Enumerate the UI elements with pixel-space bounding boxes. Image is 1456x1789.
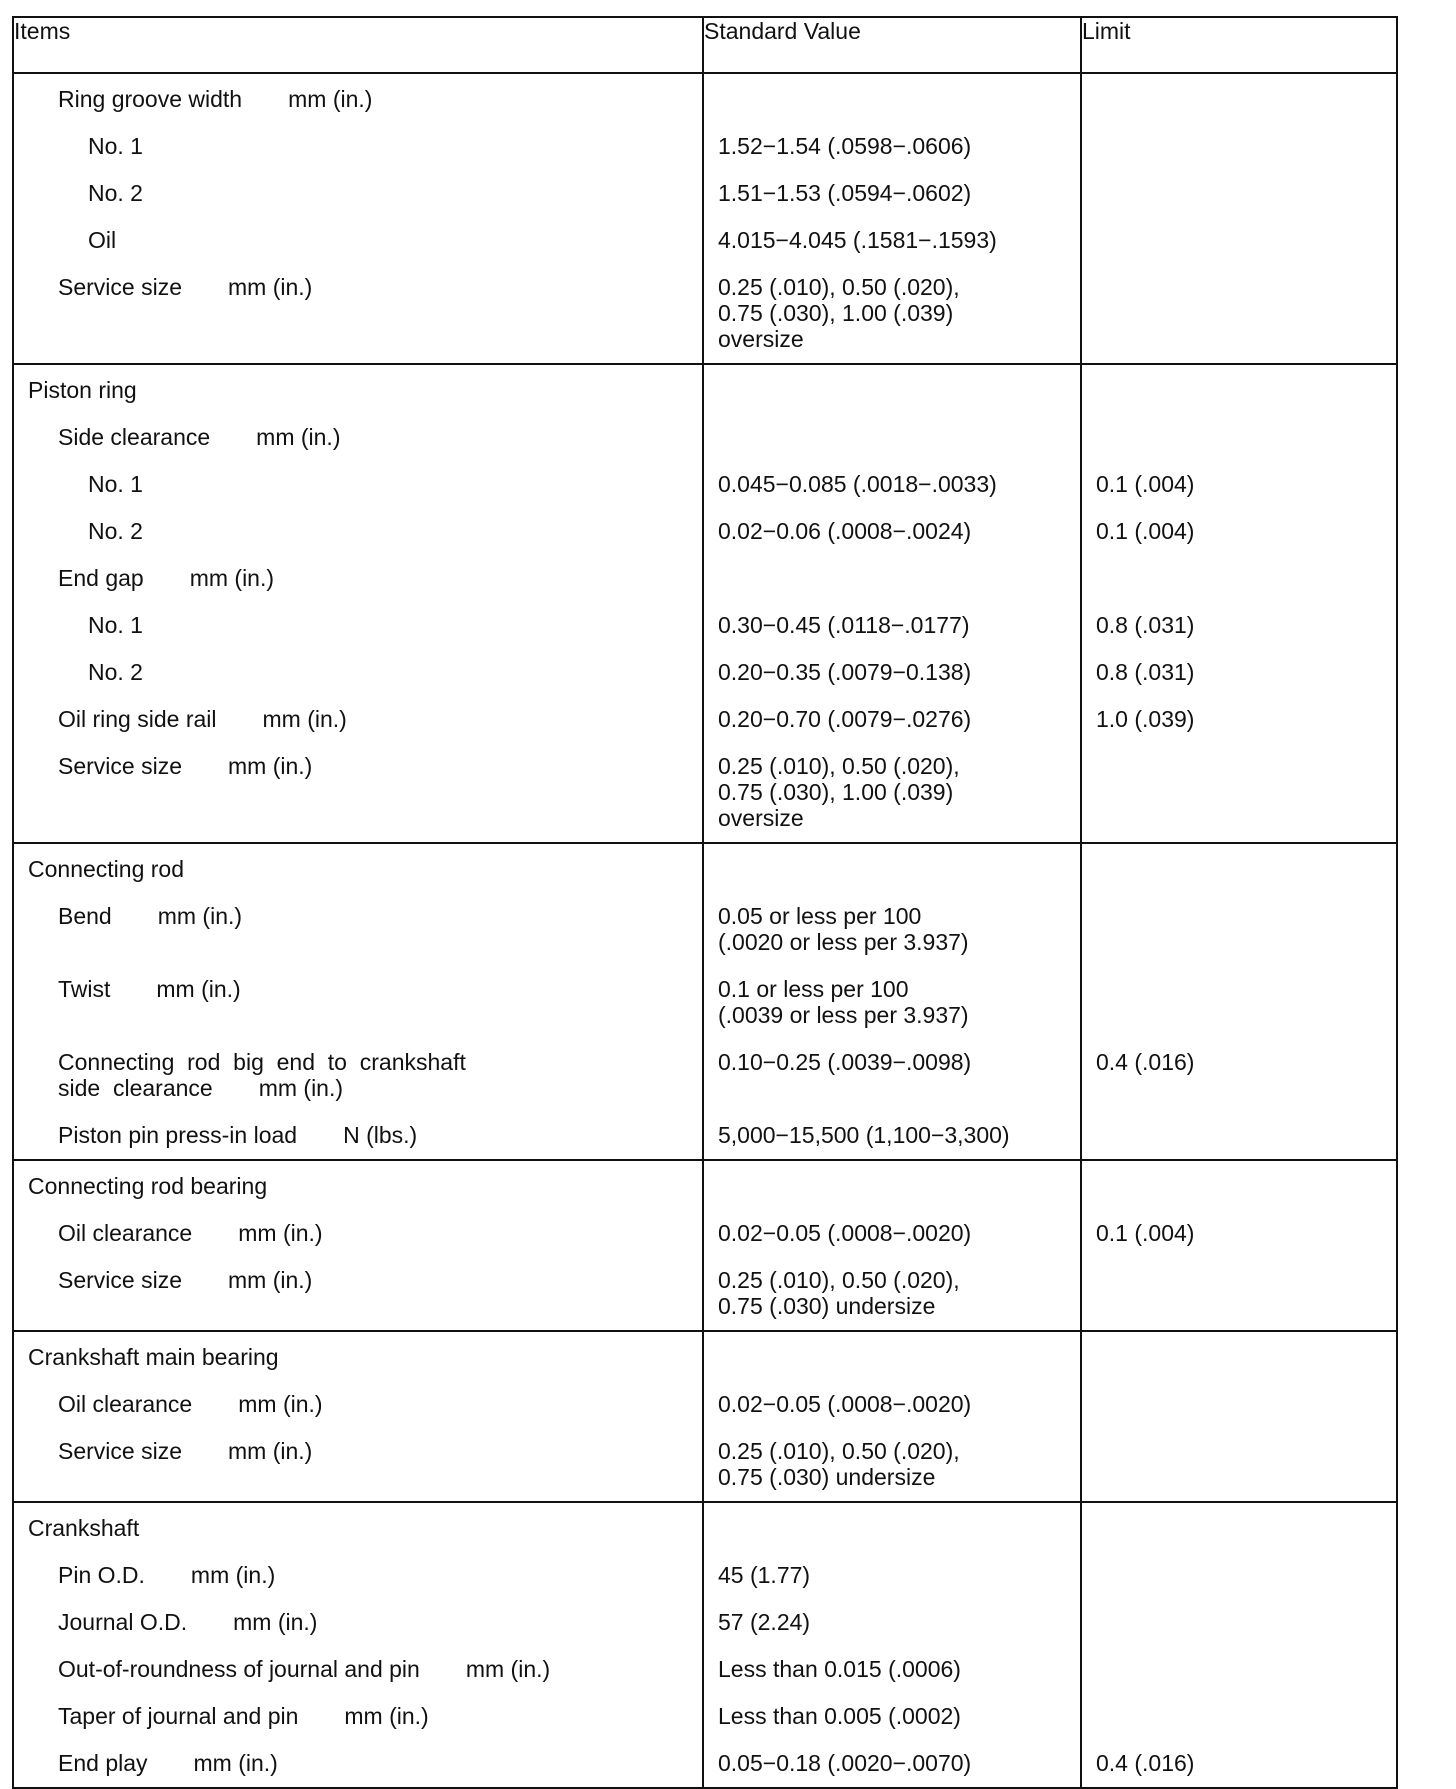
item-cell xyxy=(13,1502,703,1552)
section-title: Crankshaft xyxy=(28,1515,140,1541)
item-cell xyxy=(13,1210,703,1257)
limit-cell xyxy=(1081,1039,1397,1112)
item-cell xyxy=(13,602,703,649)
standard-value: 5,000−15,500 (1,100−3,300) xyxy=(718,1122,1010,1148)
item-cell xyxy=(13,843,703,893)
standard-value: 0.10−0.25 (.0039−.0098) xyxy=(718,1049,972,1075)
table-row xyxy=(13,170,1397,217)
unit-label: mm (in.) xyxy=(238,1220,323,1246)
unit-label: mm (in.) xyxy=(465,1656,551,1682)
section-title: Piston ring xyxy=(28,377,137,403)
item-label: End gap xyxy=(58,565,144,591)
standard-value-cell xyxy=(703,1112,1081,1160)
unit-label: mm (in.) xyxy=(156,976,241,1002)
table-row xyxy=(13,414,1397,461)
limit-cell xyxy=(1081,1381,1397,1428)
item-cell xyxy=(13,649,703,696)
standard-value-cell xyxy=(703,1502,1081,1552)
item-label: Oil clearance xyxy=(58,1391,193,1417)
limit-cell xyxy=(1081,1160,1397,1210)
standard-value: 0.05−0.18 (.0020−.0070) xyxy=(718,1750,972,1776)
limit-cell xyxy=(1081,1693,1397,1740)
table-row xyxy=(13,649,1397,696)
item-cell xyxy=(13,1646,703,1693)
standard-value-cell xyxy=(703,696,1081,743)
table-row xyxy=(13,1740,1397,1788)
item-label: Out-of-roundness of journal and pin xyxy=(58,1656,420,1682)
limit-cell xyxy=(1081,1428,1397,1502)
standard-value-cell xyxy=(703,843,1081,893)
unit-label: mm (in.) xyxy=(238,1391,323,1417)
unit-label: mm (in.) xyxy=(193,1750,278,1776)
standard-value-cell xyxy=(703,1599,1081,1646)
standard-value: 1.52−1.54 (.0598−.0606) xyxy=(718,133,972,159)
limit-value: 0.4 (.016) xyxy=(1096,1049,1195,1075)
standard-value: 0.25 (.010), 0.50 (.020), 0.75 (.030) undersize xyxy=(718,1267,960,1319)
item-cell xyxy=(13,123,703,170)
limit-value: 0.1 (.004) xyxy=(1096,518,1195,544)
table-row xyxy=(13,555,1397,602)
unit-label: mm (in.) xyxy=(344,1703,429,1729)
limit-value: 0.8 (.031) xyxy=(1096,612,1195,638)
table-row xyxy=(13,1039,1397,1112)
item-label: Oil clearance xyxy=(58,1220,193,1246)
standard-value-cell xyxy=(703,1646,1081,1693)
header-row xyxy=(13,17,1397,73)
item-label: Service size xyxy=(58,1267,182,1293)
item-label: Journal O.D. xyxy=(58,1609,188,1635)
table-row xyxy=(13,1257,1397,1331)
table-row xyxy=(13,1552,1397,1599)
item-cell xyxy=(13,217,703,264)
item-cell xyxy=(13,1257,703,1331)
table-row xyxy=(13,1210,1397,1257)
table-row xyxy=(13,1381,1397,1428)
table-row xyxy=(13,843,1397,893)
item-label: Connecting rod big end to crankshaft side clearance xyxy=(58,1049,466,1101)
item-cell xyxy=(13,73,703,123)
standard-value-cell xyxy=(703,1693,1081,1740)
standard-value-cell xyxy=(703,1428,1081,1502)
item-label: No. 1 xyxy=(88,612,143,638)
standard-value-cell xyxy=(703,1039,1081,1112)
item-label: No. 2 xyxy=(88,659,143,685)
standard-value: 0.045−0.085 (.0018−.0033) xyxy=(718,471,997,497)
item-label: Taper of journal and pin xyxy=(58,1703,299,1729)
item-label: No. 2 xyxy=(88,180,143,206)
table-row xyxy=(13,1331,1397,1381)
table-row xyxy=(13,461,1397,508)
item-cell xyxy=(13,414,703,461)
standard-value-cell xyxy=(703,966,1081,1039)
item-cell xyxy=(13,743,703,843)
item-cell xyxy=(13,364,703,414)
item-label: Service size xyxy=(58,753,182,779)
standard-value-cell xyxy=(703,602,1081,649)
item-cell xyxy=(13,893,703,966)
table-row xyxy=(13,123,1397,170)
standard-value-cell xyxy=(703,1331,1081,1381)
standard-value-cell xyxy=(703,73,1081,123)
limit-cell xyxy=(1081,73,1397,123)
table-row xyxy=(13,508,1397,555)
standard-value: 0.05 or less per 100 (.0020 or less per 3.937) xyxy=(718,903,969,955)
item-label: Service size xyxy=(58,274,182,300)
standard-value-cell xyxy=(703,264,1081,364)
table-row xyxy=(13,73,1397,123)
unit-label: mm (in.) xyxy=(189,565,275,591)
table-row xyxy=(13,696,1397,743)
table-row xyxy=(13,1599,1397,1646)
standard-value-cell xyxy=(703,743,1081,843)
standard-value: 0.20−0.35 (.0079−0.138) xyxy=(718,659,972,685)
standard-value-cell xyxy=(703,1160,1081,1210)
unit-label: N (lbs.) xyxy=(343,1122,418,1148)
standard-value-cell xyxy=(703,1257,1081,1331)
limit-value: 0.8 (.031) xyxy=(1096,659,1195,685)
table-row xyxy=(13,1502,1397,1552)
standard-value-cell xyxy=(703,1210,1081,1257)
limit-cell xyxy=(1081,414,1397,461)
standard-value: 0.02−0.05 (.0008−.0020) xyxy=(718,1391,972,1417)
table-row xyxy=(13,1428,1397,1502)
limit-cell xyxy=(1081,1210,1397,1257)
limit-value: 0.4 (.016) xyxy=(1096,1750,1195,1776)
item-cell xyxy=(13,264,703,364)
item-label: End play xyxy=(58,1750,148,1776)
unit-label: mm (in.) xyxy=(190,1562,276,1588)
section-title: Connecting rod xyxy=(28,856,184,882)
item-cell xyxy=(13,508,703,555)
limit-cell xyxy=(1081,170,1397,217)
item-label: Twist xyxy=(58,976,111,1002)
standard-value: 4.015−4.045 (.1581−.1593) xyxy=(718,227,997,253)
item-label: Service size xyxy=(58,1438,182,1464)
unit-label: mm (in.) xyxy=(227,1267,313,1293)
standard-value: 0.25 (.010), 0.50 (.020), 0.75 (.030), 1.00 (.039) oversize xyxy=(718,274,960,352)
unit-label: mm (in.) xyxy=(227,1438,313,1464)
standard-value: Less than 0.015 (.0006) xyxy=(718,1656,961,1682)
item-label: Bend xyxy=(58,903,112,929)
item-label: Oil ring side rail xyxy=(58,706,217,732)
table-row xyxy=(13,602,1397,649)
standard-value-cell xyxy=(703,123,1081,170)
item-cell xyxy=(13,1428,703,1502)
standard-value: 1.51−1.53 (.0594−.0602) xyxy=(718,180,972,206)
table-row xyxy=(13,1160,1397,1210)
item-cell xyxy=(13,1331,703,1381)
item-label: Piston pin press-in load xyxy=(58,1122,298,1148)
item-cell xyxy=(13,461,703,508)
standard-value: 0.02−0.06 (.0008−.0024) xyxy=(718,518,972,544)
limit-cell xyxy=(1081,1257,1397,1331)
unit-label: mm (in.) xyxy=(233,1609,318,1635)
standard-value-cell xyxy=(703,461,1081,508)
standard-value-cell xyxy=(703,1552,1081,1599)
table-row xyxy=(13,1693,1397,1740)
item-label: Oil xyxy=(88,227,117,253)
limit-cell xyxy=(1081,1599,1397,1646)
limit-cell xyxy=(1081,1112,1397,1160)
limit-cell xyxy=(1081,508,1397,555)
limit-cell xyxy=(1081,696,1397,743)
unit-label: mm (in.) xyxy=(258,1075,344,1101)
item-label: Pin O.D. xyxy=(58,1562,145,1588)
standard-value-cell xyxy=(703,364,1081,414)
limit-cell xyxy=(1081,264,1397,364)
limit-cell xyxy=(1081,649,1397,696)
item-cell xyxy=(13,1552,703,1599)
limit-cell xyxy=(1081,555,1397,602)
item-label: Side clearance xyxy=(58,424,211,450)
table-row xyxy=(13,1646,1397,1693)
limit-cell xyxy=(1081,123,1397,170)
limit-value: 0.1 (.004) xyxy=(1096,1220,1195,1246)
table-row xyxy=(13,1112,1397,1160)
unit-label: mm (in.) xyxy=(157,903,243,929)
limit-cell xyxy=(1081,461,1397,508)
section-title: Connecting rod bearing xyxy=(28,1173,268,1199)
standard-value-cell xyxy=(703,170,1081,217)
standard-value-cell xyxy=(703,1740,1081,1788)
limit-cell xyxy=(1081,364,1397,414)
standard-value: Less than 0.005 (.0002) xyxy=(718,1703,961,1729)
limit-cell xyxy=(1081,217,1397,264)
standard-value-cell xyxy=(703,649,1081,696)
item-label: No. 1 xyxy=(88,133,143,159)
table-row xyxy=(13,893,1397,966)
standard-value: 0.02−0.05 (.0008−.0020) xyxy=(718,1220,972,1246)
unit-label: mm (in.) xyxy=(262,706,347,732)
limit-cell xyxy=(1081,602,1397,649)
header-limit: Limit xyxy=(1081,17,1397,73)
standard-value-cell xyxy=(703,555,1081,602)
limit-value: 0.1 (.004) xyxy=(1096,471,1195,497)
item-cell xyxy=(13,1039,703,1112)
limit-cell xyxy=(1081,966,1397,1039)
standard-value-cell xyxy=(703,508,1081,555)
limit-cell xyxy=(1081,743,1397,843)
item-cell xyxy=(13,1112,703,1160)
standard-value: 0.1 or less per 100 (.0039 or less per 3.937) xyxy=(718,976,969,1028)
header-items: Items xyxy=(13,17,703,73)
item-cell xyxy=(13,1381,703,1428)
standard-value-cell xyxy=(703,217,1081,264)
limit-cell xyxy=(1081,843,1397,893)
item-cell xyxy=(13,1740,703,1788)
item-cell xyxy=(13,170,703,217)
limit-value: 1.0 (.039) xyxy=(1096,706,1195,732)
limit-cell xyxy=(1081,893,1397,966)
standard-value: 0.20−0.70 (.0079−.0276) xyxy=(718,706,972,732)
unit-label: mm (in.) xyxy=(227,753,313,779)
table-row xyxy=(13,364,1397,414)
standard-value: 57 (2.24) xyxy=(718,1609,811,1635)
item-cell xyxy=(13,555,703,602)
item-label: Ring groove width xyxy=(58,86,243,112)
standard-value: 0.30−0.45 (.0118−.0177) xyxy=(718,612,970,638)
standard-value-cell xyxy=(703,1381,1081,1428)
specifications-table xyxy=(12,16,1398,1789)
table-row xyxy=(13,743,1397,843)
item-cell xyxy=(13,1599,703,1646)
limit-cell xyxy=(1081,1331,1397,1381)
table-row xyxy=(13,966,1397,1039)
table-row xyxy=(13,264,1397,364)
standard-value-cell xyxy=(703,414,1081,461)
standard-value: 0.25 (.010), 0.50 (.020), 0.75 (.030) undersize xyxy=(718,1438,960,1490)
unit-label: mm (in.) xyxy=(256,424,341,450)
item-cell xyxy=(13,966,703,1039)
item-cell xyxy=(13,696,703,743)
table-row xyxy=(13,217,1397,264)
header-standard-value: Standard Value xyxy=(703,17,1081,73)
unit-label: mm (in.) xyxy=(288,86,373,112)
section-title: Crankshaft main bearing xyxy=(28,1344,279,1370)
item-label: No. 2 xyxy=(88,518,143,544)
limit-cell xyxy=(1081,1646,1397,1693)
standard-value: 45 (1.77) xyxy=(718,1562,811,1588)
unit-label: mm (in.) xyxy=(227,274,313,300)
limit-cell xyxy=(1081,1502,1397,1552)
limit-cell xyxy=(1081,1552,1397,1599)
item-cell xyxy=(13,1693,703,1740)
standard-value: 0.25 (.010), 0.50 (.020), 0.75 (.030), 1.00 (.039) oversize xyxy=(718,753,960,831)
standard-value-cell xyxy=(703,893,1081,966)
item-cell xyxy=(13,1160,703,1210)
limit-cell xyxy=(1081,1740,1397,1788)
item-label: No. 1 xyxy=(88,471,143,497)
